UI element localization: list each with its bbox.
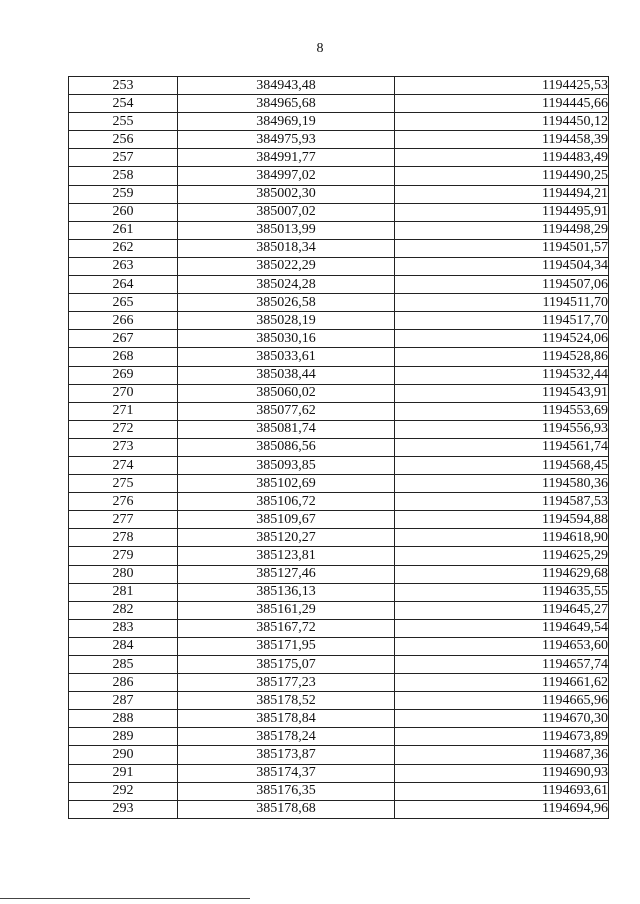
point-number-cell: 262 [69, 239, 178, 257]
table-row [69, 167, 609, 185]
table-row [69, 601, 609, 619]
x-coordinate-cell: 385013,99 [178, 221, 395, 239]
y-coordinate-cell: 1194587,53 [395, 493, 609, 511]
bottom-rule [0, 898, 250, 899]
point-number-cell: 280 [69, 565, 178, 583]
table-row [69, 276, 609, 294]
table-row [69, 402, 609, 420]
y-coordinate-cell: 1194495,91 [395, 203, 609, 221]
point-number-cell: 284 [69, 637, 178, 655]
point-number-cell: 281 [69, 583, 178, 601]
point-number-cell: 274 [69, 456, 178, 474]
point-number-cell: 272 [69, 420, 178, 438]
table-row [69, 257, 609, 275]
x-coordinate-cell: 384997,02 [178, 167, 395, 185]
y-coordinate-cell: 1194524,06 [395, 330, 609, 348]
table-row [69, 637, 609, 655]
point-number-cell: 267 [69, 330, 178, 348]
y-coordinate-cell: 1194687,36 [395, 746, 609, 764]
table-row [69, 312, 609, 330]
table-row [69, 475, 609, 493]
y-coordinate-cell: 1194645,27 [395, 601, 609, 619]
point-number-cell: 263 [69, 257, 178, 275]
point-number-cell: 256 [69, 131, 178, 149]
y-coordinate-cell: 1194553,69 [395, 402, 609, 420]
point-number-cell: 261 [69, 221, 178, 239]
point-number-cell: 270 [69, 384, 178, 402]
y-coordinate-cell: 1194649,54 [395, 619, 609, 637]
x-coordinate-cell: 385022,29 [178, 257, 395, 275]
point-number-cell: 279 [69, 547, 178, 565]
table-row [69, 583, 609, 601]
point-number-cell: 277 [69, 511, 178, 529]
x-coordinate-cell: 385018,34 [178, 239, 395, 257]
table-row [69, 692, 609, 710]
y-coordinate-cell: 1194507,06 [395, 276, 609, 294]
x-coordinate-cell: 385178,52 [178, 692, 395, 710]
y-coordinate-cell: 1194673,89 [395, 728, 609, 746]
table-row [69, 95, 609, 113]
table-row [69, 728, 609, 746]
table-row [69, 674, 609, 692]
y-coordinate-cell: 1194693,61 [395, 782, 609, 800]
y-coordinate-cell: 1194445,66 [395, 95, 609, 113]
y-coordinate-cell: 1194594,88 [395, 511, 609, 529]
x-coordinate-cell: 385178,68 [178, 800, 395, 818]
x-coordinate-cell: 385171,95 [178, 637, 395, 655]
point-number-cell: 275 [69, 475, 178, 493]
y-coordinate-cell: 1194670,30 [395, 710, 609, 728]
point-number-cell: 257 [69, 149, 178, 167]
point-number-cell: 286 [69, 674, 178, 692]
y-coordinate-cell: 1194504,34 [395, 257, 609, 275]
table-row [69, 782, 609, 800]
point-number-cell: 285 [69, 656, 178, 674]
table-row [69, 529, 609, 547]
point-number-cell: 288 [69, 710, 178, 728]
x-coordinate-cell: 384975,93 [178, 131, 395, 149]
y-coordinate-cell: 1194661,62 [395, 674, 609, 692]
point-number-cell: 292 [69, 782, 178, 800]
x-coordinate-cell: 385007,02 [178, 203, 395, 221]
table-row [69, 710, 609, 728]
y-coordinate-cell: 1194494,21 [395, 185, 609, 203]
y-coordinate-cell: 1194425,53 [395, 77, 609, 95]
y-coordinate-cell: 1194498,29 [395, 221, 609, 239]
point-number-cell: 290 [69, 746, 178, 764]
table-row [69, 294, 609, 312]
x-coordinate-cell: 384969,19 [178, 113, 395, 131]
table-row [69, 764, 609, 782]
x-coordinate-cell: 385161,29 [178, 601, 395, 619]
y-coordinate-cell: 1194490,25 [395, 167, 609, 185]
coordinates-table [68, 76, 609, 819]
point-number-cell: 271 [69, 402, 178, 420]
y-coordinate-cell: 1194450,12 [395, 113, 609, 131]
y-coordinate-cell: 1194665,96 [395, 692, 609, 710]
x-coordinate-cell: 385028,19 [178, 312, 395, 330]
x-coordinate-cell: 385167,72 [178, 619, 395, 637]
y-coordinate-cell: 1194629,68 [395, 565, 609, 583]
point-number-cell: 273 [69, 438, 178, 456]
x-coordinate-cell: 385024,28 [178, 276, 395, 294]
x-coordinate-cell: 385177,23 [178, 674, 395, 692]
point-number-cell: 278 [69, 529, 178, 547]
y-coordinate-cell: 1194561,74 [395, 438, 609, 456]
point-number-cell: 264 [69, 276, 178, 294]
point-number-cell: 293 [69, 800, 178, 818]
table-row [69, 77, 609, 95]
x-coordinate-cell: 384991,77 [178, 149, 395, 167]
point-number-cell: 276 [69, 493, 178, 511]
x-coordinate-cell: 385175,07 [178, 656, 395, 674]
point-number-cell: 289 [69, 728, 178, 746]
x-coordinate-cell: 385077,62 [178, 402, 395, 420]
table-row [69, 330, 609, 348]
x-coordinate-cell: 385002,30 [178, 185, 395, 203]
point-number-cell: 287 [69, 692, 178, 710]
table-row [69, 149, 609, 167]
x-coordinate-cell: 385120,27 [178, 529, 395, 547]
table-row [69, 800, 609, 818]
table-row [69, 221, 609, 239]
x-coordinate-cell: 385173,87 [178, 746, 395, 764]
y-coordinate-cell: 1194556,93 [395, 420, 609, 438]
point-number-cell: 268 [69, 348, 178, 366]
y-coordinate-cell: 1194657,74 [395, 656, 609, 674]
point-number-cell: 282 [69, 601, 178, 619]
point-number-cell: 258 [69, 167, 178, 185]
point-number-cell: 260 [69, 203, 178, 221]
table-row [69, 131, 609, 149]
table-row [69, 565, 609, 583]
table-row [69, 384, 609, 402]
point-number-cell: 269 [69, 366, 178, 384]
y-coordinate-cell: 1194635,55 [395, 583, 609, 601]
x-coordinate-cell: 384965,68 [178, 95, 395, 113]
point-number-cell: 283 [69, 619, 178, 637]
x-coordinate-cell: 385176,35 [178, 782, 395, 800]
y-coordinate-cell: 1194543,91 [395, 384, 609, 402]
table-row [69, 420, 609, 438]
y-coordinate-cell: 1194532,44 [395, 366, 609, 384]
x-coordinate-cell: 385174,37 [178, 764, 395, 782]
y-coordinate-cell: 1194618,90 [395, 529, 609, 547]
y-coordinate-cell: 1194458,39 [395, 131, 609, 149]
x-coordinate-cell: 385081,74 [178, 420, 395, 438]
point-number-cell: 259 [69, 185, 178, 203]
x-coordinate-cell: 385109,67 [178, 511, 395, 529]
x-coordinate-cell: 385026,58 [178, 294, 395, 312]
x-coordinate-cell: 385123,81 [178, 547, 395, 565]
y-coordinate-cell: 1194483,49 [395, 149, 609, 167]
x-coordinate-cell: 385106,72 [178, 493, 395, 511]
y-coordinate-cell: 1194625,29 [395, 547, 609, 565]
table-row [69, 438, 609, 456]
table-row [69, 511, 609, 529]
x-coordinate-cell: 384943,48 [178, 77, 395, 95]
point-number-cell: 255 [69, 113, 178, 131]
table-row [69, 185, 609, 203]
x-coordinate-cell: 385127,46 [178, 565, 395, 583]
x-coordinate-cell: 385093,85 [178, 456, 395, 474]
point-number-cell: 254 [69, 95, 178, 113]
table-row [69, 203, 609, 221]
point-number-cell: 266 [69, 312, 178, 330]
table-row [69, 746, 609, 764]
table-row [69, 456, 609, 474]
x-coordinate-cell: 385178,84 [178, 710, 395, 728]
point-number-cell: 291 [69, 764, 178, 782]
y-coordinate-cell: 1194568,45 [395, 456, 609, 474]
y-coordinate-cell: 1194511,70 [395, 294, 609, 312]
table-row [69, 348, 609, 366]
table-row [69, 547, 609, 565]
page-number: 8 [316, 41, 324, 56]
x-coordinate-cell: 385102,69 [178, 475, 395, 493]
x-coordinate-cell: 385178,24 [178, 728, 395, 746]
x-coordinate-cell: 385136,13 [178, 583, 395, 601]
y-coordinate-cell: 1194580,36 [395, 475, 609, 493]
x-coordinate-cell: 385030,16 [178, 330, 395, 348]
coordinates-table-body [69, 77, 609, 819]
point-number-cell: 265 [69, 294, 178, 312]
table-row [69, 656, 609, 674]
x-coordinate-cell: 385038,44 [178, 366, 395, 384]
y-coordinate-cell: 1194653,60 [395, 637, 609, 655]
table-row [69, 619, 609, 637]
x-coordinate-cell: 385060,02 [178, 384, 395, 402]
table-row [69, 113, 609, 131]
table-row [69, 366, 609, 384]
table-row [69, 493, 609, 511]
y-coordinate-cell: 1194501,57 [395, 239, 609, 257]
y-coordinate-cell: 1194690,93 [395, 764, 609, 782]
y-coordinate-cell: 1194528,86 [395, 348, 609, 366]
x-coordinate-cell: 385086,56 [178, 438, 395, 456]
y-coordinate-cell: 1194517,70 [395, 312, 609, 330]
table-row [69, 239, 609, 257]
x-coordinate-cell: 385033,61 [178, 348, 395, 366]
y-coordinate-cell: 1194694,96 [395, 800, 609, 818]
point-number-cell: 253 [69, 77, 178, 95]
